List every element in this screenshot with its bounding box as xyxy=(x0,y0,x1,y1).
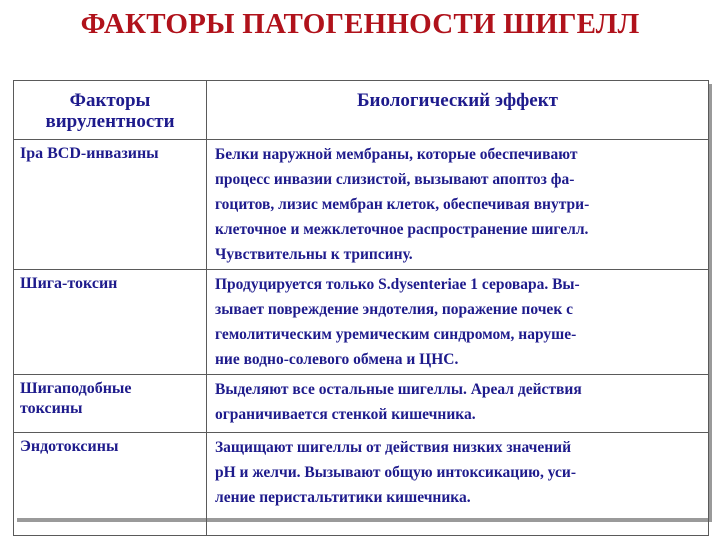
factor-line: Шига-токсин xyxy=(20,275,118,292)
factor-cell xyxy=(14,270,207,375)
effect-line: Чувствительны к трипсину. xyxy=(215,246,413,263)
effect-line: зывает повреждение эндотелия, поражение почек с xyxy=(215,301,573,318)
header-factor-cell xyxy=(14,81,207,140)
header-factor-line: Факторы xyxy=(69,90,151,111)
table-row xyxy=(14,375,709,433)
effect-line: процесс инвазии слизистой, вызывают апоптоз фа- xyxy=(215,171,575,188)
header-effect-text: Биологический эффект xyxy=(356,90,558,111)
factor-cell xyxy=(14,433,207,536)
effect-line: Белки наружной мембраны, которые обеспечивают xyxy=(215,146,578,163)
effect-line: клеточное и межклеточное распространение шигелл. xyxy=(215,221,589,238)
header-effect-cell xyxy=(207,81,709,140)
factors-table xyxy=(13,80,709,536)
effect-line: гемолитическим уремическим синдромом, наруше- xyxy=(215,326,577,343)
effect-cell xyxy=(207,375,709,433)
factor-line: Эндотоксины xyxy=(20,438,119,455)
table-row xyxy=(14,140,709,270)
factor-cell xyxy=(14,140,207,270)
effect-cell xyxy=(207,433,709,536)
factor-cell xyxy=(14,375,207,433)
effect-line: pH и желчи. Вызывают общую интоксикацию, уси- xyxy=(215,464,576,481)
slide-title: ФАКТОРЫ ПАТОГЕННОСТИ ШИГЕЛЛ xyxy=(80,8,640,40)
table-row xyxy=(14,433,709,536)
effect-cell xyxy=(207,140,709,270)
effect-line: Выделяют все остальные шигеллы. Ареал действия xyxy=(215,381,582,398)
table-row xyxy=(14,270,709,375)
factor-line: Шигаподобные xyxy=(20,380,132,397)
header-factor-line: вирулентности xyxy=(45,111,175,132)
effect-line: ление перистальтитики кишечника. xyxy=(215,489,471,506)
effect-cell xyxy=(207,270,709,375)
pathogenicity-table xyxy=(13,80,708,518)
factor-line: токсины xyxy=(20,400,83,417)
table-header-row xyxy=(14,81,709,140)
effect-line: ограничивается стенкой кишечника. xyxy=(215,406,476,423)
header-factor-text xyxy=(14,81,206,132)
factor-line: Ipa BCD-инвазины xyxy=(20,145,159,162)
effect-line: Продуцируется только S.dysenteriae 1 серовара. Вы- xyxy=(215,276,580,293)
effect-line: гоцитов, лизис мембран клеток, обеспечивая внутри- xyxy=(215,196,590,213)
effect-line: Защищают шигеллы от действия низких значений xyxy=(215,439,572,456)
effect-line: ние водно-солевого обмена и ЦНС. xyxy=(215,351,459,368)
